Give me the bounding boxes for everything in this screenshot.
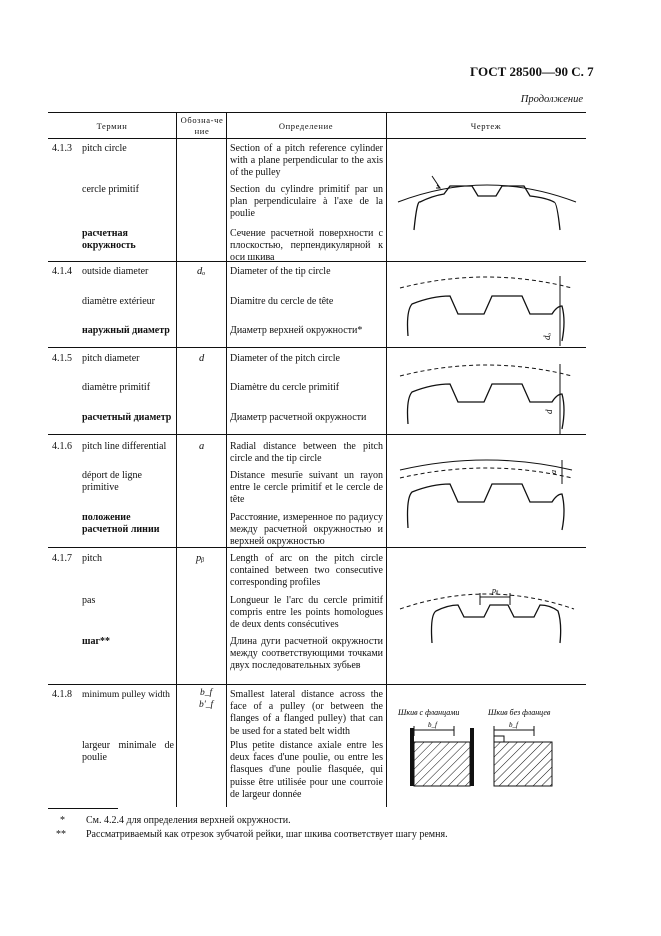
- col-divider-1: [176, 112, 177, 807]
- pitch-line-differential-drawing: [392, 448, 582, 538]
- definition-en: Smallest lateral distance across the face of a pulley (or between the flanges of a flanged pulley) that can be used for a stated belt width: [230, 689, 383, 737]
- term-number: 4.1.8: [52, 689, 72, 700]
- term-fr: diamètre extérieur: [82, 296, 156, 307]
- unflanged-pulley-label: Шкив без фланцев: [488, 708, 551, 717]
- pulley-width-drawing: [392, 706, 582, 796]
- footnote-mark: **: [56, 829, 66, 840]
- footnote-text: Рассматриваемый как отрезок зубчатой рейки, шаг шкива соответствует шагу ремня.: [86, 829, 448, 840]
- definition-fr: Longueur le l'arc du cercle primitif compris entre les points homologues de deux dents consécutives: [230, 595, 383, 631]
- table-top-rule: [48, 112, 586, 113]
- footnote-text: См. 4.2.4 для определения верхней окружности.: [86, 815, 291, 826]
- definition-fr: Diamètre du cercle primitif: [230, 382, 340, 393]
- col-header-symbol: Обозна-чение: [180, 115, 224, 136]
- col-header-definition: Определение: [278, 121, 334, 131]
- continuation-label: Продолжение: [520, 94, 583, 105]
- footnote-mark: *: [60, 815, 65, 826]
- term-symbol-alt: b'_f: [199, 700, 214, 710]
- term-symbol: b_f: [200, 688, 213, 698]
- term-number: 4.1.6: [52, 441, 72, 452]
- definition-fr: Plus petite distance axiale entre les deux faces d'une poulie, ou entre les flasques d'une poulie flasquée, qui puisse être utilisée pour une courroie de largeur donnée: [230, 740, 383, 800]
- definition-en: Length of arc on the pitch circle contained between two consecutive corresponding profiles: [230, 553, 383, 589]
- definition-fr: Section du cylindre primitif par un plan perpendiculaire à l'axe de la poulie: [230, 184, 383, 220]
- dim-d-label: d: [544, 409, 554, 414]
- pitch-drawing: [392, 575, 582, 655]
- page-header-code: ГОСТ 28500—90 С. 7: [470, 64, 594, 79]
- col-header-term: Термин: [96, 121, 128, 131]
- dim-pb-label: pᵦ: [492, 586, 499, 595]
- term-en: pitch line differential: [82, 441, 167, 452]
- outside-diameter-drawing: [392, 266, 582, 346]
- col-divider-3: [386, 112, 387, 807]
- definition-en: Section of a pitch reference cylinder with a plane perpendicular to the axis of the pulley: [230, 143, 383, 179]
- definition-ru: Расстояние, измеренное по радиусу между расчетной окружностью и верхней окружностью: [230, 512, 383, 548]
- term-fr: déport de ligne primitive: [82, 470, 142, 494]
- flanged-pulley-label: Шкив с фланцами: [398, 708, 460, 717]
- term-en: minimum pulley width: [82, 689, 170, 700]
- dim-do-label: dₒ: [542, 332, 552, 340]
- term-fr: largeur minimale de poulie: [82, 740, 174, 764]
- term-number: 4.1.3: [52, 143, 72, 154]
- term-en: pitch circle: [82, 143, 127, 154]
- term-fr: cercle primitif: [82, 184, 139, 195]
- dim-bf2-label: b_f: [509, 721, 518, 729]
- term-symbol: d: [199, 353, 205, 364]
- term-fr: pas: [82, 595, 96, 606]
- term-ru: наружный диаметр: [82, 325, 170, 336]
- pitch-diameter-drawing: [392, 354, 582, 434]
- dim-bf-label: b_f: [428, 721, 437, 729]
- col-header-drawing: Чертеж: [470, 121, 502, 131]
- term-symbol: dₒ: [197, 266, 206, 277]
- row-divider: [48, 434, 586, 435]
- definition-fr: Diamitre du cercle de tête: [230, 296, 334, 307]
- col-divider-2: [226, 112, 227, 807]
- term-fr: diamètre primitif: [82, 382, 151, 393]
- definition-en: Diameter of the tip circle: [230, 266, 331, 277]
- pitch-circle-drawing: [392, 150, 582, 250]
- term-en: pitch: [82, 553, 102, 564]
- footnote-rule: [48, 808, 118, 809]
- term-ru: положение расчетной линии: [82, 512, 160, 536]
- term-number: 4.1.4: [52, 266, 72, 277]
- definition-ru: Сечение расчетной поверхности с плоскостью, перпендикулярной к оси шкива: [230, 228, 383, 264]
- term-en: pitch diameter: [82, 353, 140, 364]
- definition-ru: Длина дуги расчетной окружности между соответствующими точками двух последовательных зубьев: [230, 636, 383, 672]
- definition-ru: Диаметр расчетной окружности: [230, 412, 367, 423]
- row-divider: [48, 684, 586, 685]
- definition-ru: Диаметр верхней окружности*: [230, 325, 363, 336]
- definition-en: Radial distance between the pitch circle and the tip circle: [230, 441, 383, 465]
- term-ru: расчетная окружность: [82, 228, 136, 252]
- table-header-rule: [48, 138, 586, 139]
- dim-a-label: a: [549, 470, 558, 474]
- definition-en: Diameter of the pitch circle: [230, 353, 340, 364]
- term-symbol: a: [199, 441, 205, 452]
- term-number: 4.1.7: [52, 553, 72, 564]
- term-en: outside diameter: [82, 266, 149, 277]
- row-divider: [48, 347, 586, 348]
- definition-fr: Distance mesurïe suivant un rayon entre le cercle primitif et le cercle de tête: [230, 470, 383, 506]
- term-symbol: pᵦ: [196, 553, 205, 564]
- term-number: 4.1.5: [52, 353, 72, 364]
- term-ru: шаг**: [82, 636, 110, 647]
- term-ru: расчетный диаметр: [82, 412, 172, 423]
